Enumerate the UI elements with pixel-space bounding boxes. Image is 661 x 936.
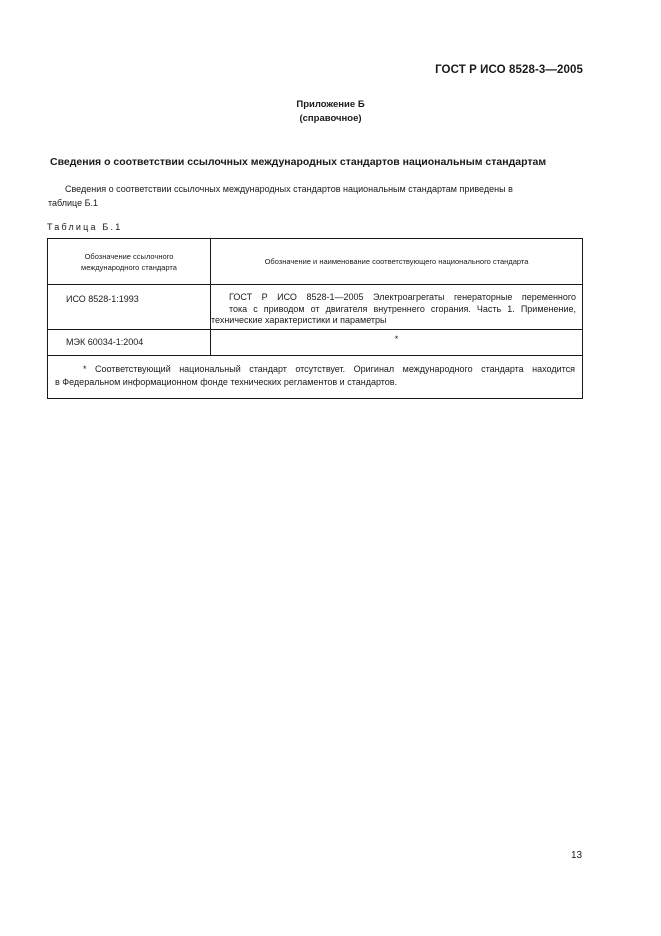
intro-line-2: таблице Б.1	[48, 198, 99, 208]
table-header-row	[48, 239, 582, 285]
cell-national-standard	[211, 285, 582, 329]
footnote-line-1: * Соответствующий национальный стандарт отсутствует. Оригинал международного стандарта находится	[83, 364, 575, 374]
table-row	[48, 330, 582, 356]
cell-international-designation: ИСО 8528-1:1993	[48, 285, 211, 329]
appendix-heading	[0, 98, 661, 126]
page-number: 13	[571, 850, 583, 861]
appendix-subtitle: (справочное)	[299, 113, 362, 124]
header-col2-text: Обозначение и наименование соответствующего национального стандарта	[264, 257, 529, 266]
national-line-1: ГОСТ Р ИСО 8528-1—2005 Электроагрегаты генераторные переменного	[229, 292, 576, 302]
header-col1-line1: Обозначение ссылочного	[84, 251, 174, 261]
appendix-title: Приложение Б	[296, 99, 365, 110]
intro-line-1: Сведения о соответствии ссылочных международных стандартов национальным стандартам приведены в	[65, 184, 513, 194]
table-caption: Таблица Б.1	[47, 222, 123, 232]
header-cell-national	[211, 239, 582, 284]
cell-national-standard: *	[394, 334, 399, 344]
national-line-3: технические характеристики и параметры	[211, 315, 387, 325]
cell-international-designation: МЭК 60034-1:2004	[48, 330, 211, 355]
national-line-2: тока с приводом от двигателя внутреннего сгорания. Часть 1. Применение,	[229, 303, 576, 314]
header-cell-international	[48, 239, 211, 284]
header-col1-line2: международного стандарта	[81, 262, 177, 272]
table-row	[48, 285, 582, 330]
intro-paragraph	[48, 182, 584, 210]
correspondence-table	[47, 238, 583, 399]
standard-code-header: ГОСТ Р ИСО 8528-3—2005	[435, 64, 583, 76]
footnote-line-2: в Федеральном информационном фонде технических регламентов и стандартов.	[55, 377, 398, 387]
section-title: Сведения о соответствии ссылочных международных стандартов национальным стандартам	[50, 156, 547, 168]
table-footnote	[48, 356, 582, 398]
